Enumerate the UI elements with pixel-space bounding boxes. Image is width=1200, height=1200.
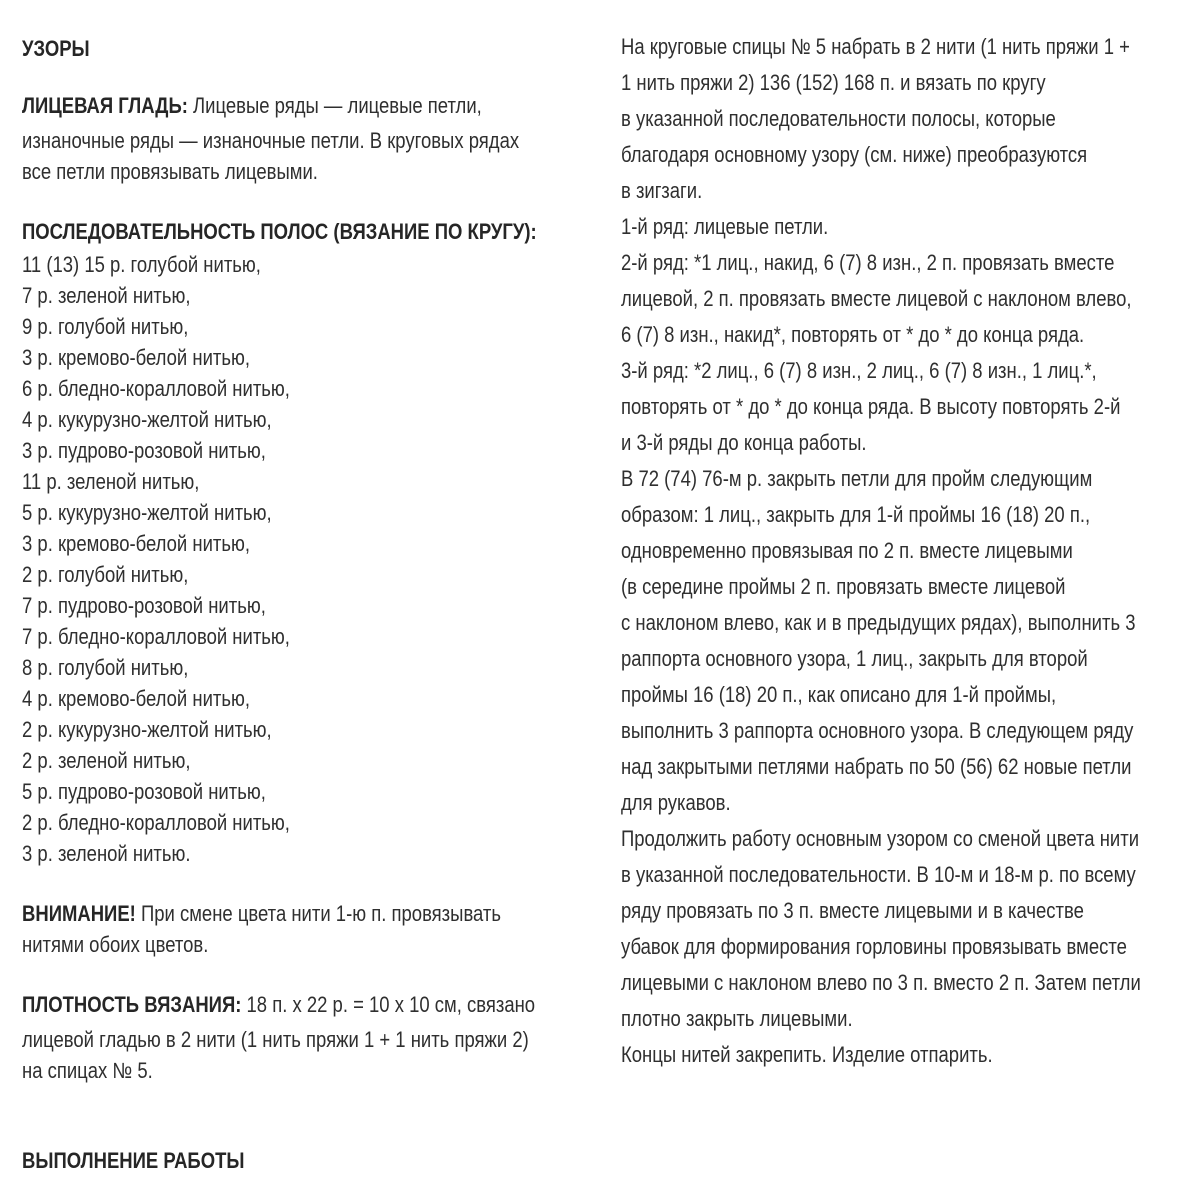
instruction-line: для рукавов.	[621, 790, 731, 815]
density-line-3: на спицах № 5.	[22, 1058, 153, 1083]
stripe-row: 5 р. кукурузно-желтой нитью,	[22, 500, 272, 525]
instruction-line: 1-й ряд: лицевые петли.	[621, 214, 829, 239]
stripe-row: 3 р. зеленой нитью.	[22, 841, 191, 866]
instruction-line: лицевыми с наклоном влево по 3 п. вместо 2 п. Затем петли	[621, 970, 1141, 995]
instruction-line: раппорта основного узора, 1 лиц., закрыть для второй	[621, 646, 1088, 671]
instruction-line: 1 нить пряжи 2) 136 (152) 168 п. и вязать по кругу	[621, 70, 1046, 95]
instruction-line: лицевой, 2 п. провязать вместе лицевой с наклоном влево,	[621, 286, 1132, 311]
instruction-line: благодаря основному узору (см. ниже) преобразуются	[621, 142, 1088, 167]
stockinette-line-1	[22, 90, 482, 121]
work-heading: ВЫПОЛНЕНИЕ РАБОТЫ	[22, 1148, 245, 1173]
stripe-row: 4 р. кукурузно-желтой нитью,	[22, 407, 272, 432]
attention-label: ВНИМАНИЕ!	[22, 901, 136, 926]
stripes-heading: ПОСЛЕДОВАТЕЛЬНОСТЬ ПОЛОС (ВЯЗАНИЕ ПО КРУГУ):	[22, 219, 537, 244]
stripe-row: 7 р. бледно-коралловой нитью,	[22, 624, 290, 649]
instruction-line: (в середине проймы 2 п. провязать вместе лицевой	[621, 574, 1066, 599]
density-line-1	[22, 989, 535, 1020]
density-line-2: лицевой гладью в 2 нити (1 нить пряжи 1 + 1 нить пряжи 2)	[22, 1027, 529, 1052]
instruction-line: Концы нитей закрепить. Изделие отпарить.	[621, 1042, 993, 1067]
instruction-line: убавок для формирования горловины провязывать вместе	[621, 934, 1127, 959]
stripe-row: 7 р. зеленой нитью,	[22, 283, 191, 308]
instruction-line: проймы 16 (18) 20 п., как описано для 1-й проймы,	[621, 682, 1057, 707]
stripe-row: 8 р. голубой нитью,	[22, 655, 189, 680]
stripe-row: 5 р. пудрово-розовой нитью,	[22, 779, 266, 804]
instruction-line: образом: 1 лиц., закрыть для 1-й проймы 16 (18) 20 п.,	[621, 502, 1091, 527]
instruction-line: Продолжить работу основным узором со сменой цвета нити	[621, 826, 1140, 851]
stripe-row: 4 р. кремово-белой нитью,	[22, 686, 251, 711]
stripe-row: 11 (13) 15 р. голубой нитью,	[22, 252, 261, 277]
density-text-1: 18 п. х 22 р. = 10 х 10 см, связано	[241, 992, 536, 1017]
stripe-row: 6 р. бледно-коралловой нитью,	[22, 376, 290, 401]
stripe-row: 3 р. кремово-белой нитью,	[22, 345, 251, 370]
density-label: ПЛОТНОСТЬ ВЯЗАНИЯ:	[22, 992, 242, 1017]
heading-uzory: УЗОРЫ	[22, 36, 90, 61]
stockinette-text-1: Лицевые ряды — лицевые петли,	[187, 93, 482, 118]
instruction-line: 3-й ряд: *2 лиц., 6 (7) 8 изн., 2 лиц., 6 (7) 8 изн., 1 лиц.*,	[621, 358, 1097, 383]
instruction-line: с наклоном влево, как и в предыдущих рядах), выполнить 3	[621, 610, 1136, 635]
instruction-line: На круговые спицы № 5 набрать в 2 нити (1 нить пряжи 1 +	[621, 34, 1130, 59]
stripe-row: 7 р. пудрово-розовой нитью,	[22, 593, 266, 618]
instruction-line: 6 (7) 8 изн., накид*, повторять от * до * до конца ряда.	[621, 322, 1085, 347]
stockinette-line-2: изнаночные ряды — изнаночные петли. В круговых рядах	[22, 128, 520, 153]
stripe-row: 11 р. зеленой нитью,	[22, 469, 200, 494]
instruction-line: повторять от * до * до конца ряда. В высоту повторять 2-й	[621, 394, 1121, 419]
instruction-line: над закрытыми петлями набрать по 50 (56) 62 новые петли	[621, 754, 1132, 779]
stripe-row: 2 р. бледно-коралловой нитью,	[22, 810, 290, 835]
stripe-row: 2 р. зеленой нитью,	[22, 748, 191, 773]
stripe-row: 9 р. голубой нитью,	[22, 314, 189, 339]
stripe-row: 3 р. кремово-белой нитью,	[22, 531, 251, 556]
instruction-line: одновременно провязывая по 2 п. вместе лицевыми	[621, 538, 1073, 563]
stripe-row: 2 р. кукурузно-желтой нитью,	[22, 717, 272, 742]
attention-line-2: нитями обоих цветов.	[22, 932, 209, 957]
stripe-row: 2 р. голубой нитью,	[22, 562, 189, 587]
stripe-row: 3 р. пудрово-розовой нитью,	[22, 438, 266, 463]
stockinette-label: ЛИЦЕВАЯ ГЛАДЬ:	[22, 93, 188, 118]
attention-line-1	[22, 898, 501, 929]
stockinette-line-3: все петли провязывать лицевыми.	[22, 159, 318, 184]
instruction-line: 2-й ряд: *1 лиц., накид, 6 (7) 8 изн., 2 п. провязать вместе	[621, 250, 1115, 275]
instruction-line: в указанной последовательности. В 10-м и 18-м р. по всему	[621, 862, 1136, 887]
instruction-line: В 72 (74) 76-м р. закрыть петли для пройм следующим	[621, 466, 1093, 491]
instruction-line: в зигзаги.	[621, 178, 703, 203]
instruction-line: плотно закрыть лицевыми.	[621, 1006, 853, 1031]
instruction-line: в указанной последовательности полосы, которые	[621, 106, 1056, 131]
instruction-line: выполнить 3 раппорта основного узора. В следующем ряду	[621, 718, 1134, 743]
instruction-line: и 3-й ряды до конца работы.	[621, 430, 867, 455]
instruction-line: ряду провязать по 3 п. вместе лицевыми и в качестве	[621, 898, 1084, 923]
attention-text-1: При смене цвета нити 1-ю п. провязывать	[135, 901, 502, 926]
